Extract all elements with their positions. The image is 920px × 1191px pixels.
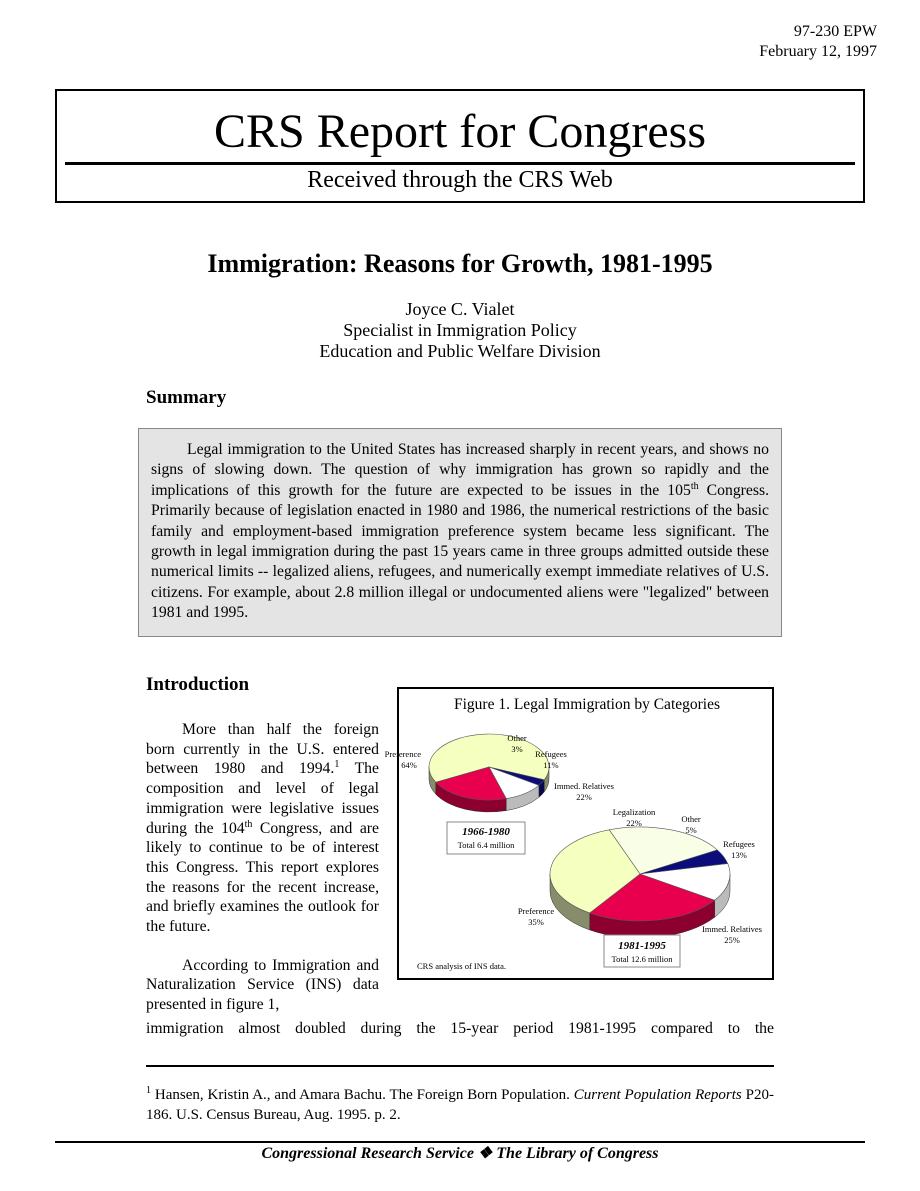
pie2-value-refugees: 13% (731, 850, 747, 860)
figure-1-chart (384, 689, 772, 978)
author-block (0, 299, 920, 362)
pie1-label-other: Other (507, 733, 527, 743)
pie2-label-preference: Preference (517, 906, 555, 916)
summary-sup: th (690, 480, 699, 492)
pie1-total: Total 6.4 million (457, 840, 515, 850)
footnote-number: 1 (146, 1085, 151, 1096)
author-role: Specialist in Immigration Policy (343, 320, 577, 340)
introduction-column (146, 720, 379, 1034)
pie1-value-refugees: 11% (543, 760, 559, 770)
pie2-value-immed-relatives: 25% (724, 935, 740, 945)
document-title: Immigration: Reasons for Growth, 1981-1995 (207, 249, 713, 278)
figure-source: CRS analysis of INS data. (417, 961, 507, 971)
intro-paragraph-2: According to Immigration and Naturalization Service (INS) data presented in figure 1, (146, 956, 379, 1014)
summary-heading: Summary (146, 387, 227, 408)
summary-text-1: Legal immigration to the United States has increased sharply in recent years, and shows no signs of slowing down. The question of why immigration has grown so rapidly and the implications of this growth for the future are expected to be issues in the 105 (151, 441, 769, 499)
report-meta (759, 22, 877, 62)
crs-banner (55, 89, 865, 203)
introduction-heading: Introduction (146, 674, 250, 695)
pie2-label-immed-relatives: Immed. Relatives (702, 924, 762, 934)
pie1-value-preference: 64% (401, 760, 417, 770)
pie1-value-immed-relatives: 22% (576, 792, 592, 802)
footnote-ref[interactable]: 1 (334, 759, 340, 771)
footnote-rule (146, 1065, 774, 1067)
figure-1 (384, 687, 774, 980)
pie2-period: 1981-1995 (618, 940, 666, 952)
pie2-label-legalization: Legalization (612, 807, 656, 817)
pie1-value-other: 3% (511, 744, 523, 754)
pie2-value-preference: 35% (528, 917, 544, 927)
pie2-value-legalization: 22% (626, 818, 642, 828)
pie1-label-refugees: Refugees (535, 749, 567, 759)
figure-caption: Figure 1. Legal Immigration by Categories (453, 696, 721, 713)
summary-box (138, 428, 782, 637)
doc-number: 97-230 EPW (793, 23, 877, 40)
pie2-label-refugees: Refugees (723, 839, 755, 849)
pie1-period: 1966-1980 (462, 826, 510, 838)
pie1-label-preference: Preference (384, 749, 421, 759)
author-name: Joyce C. Vialet (405, 299, 515, 319)
intro-paragraph-2-continued: immigration almost doubled during the 15-year period 1981-1995 compared to the (146, 1020, 774, 1037)
banner-rule (65, 162, 855, 165)
footer-rule (55, 1141, 865, 1143)
footnote-1: $^1$ Hansen, Kristin A., and Amara Bachu. The Foreign Born Population. Current Population Reports P20-186. U.S. Census Bureau, Aug. 1995. p. 2. (146, 1085, 774, 1123)
pie2-value-other: 5% (685, 825, 697, 835)
doc-date: February 12, 1997 (759, 43, 877, 60)
summary-text-2: Congress. Primarily because of legislation enacted in 1980 and 1986, the numerical restrictions of the basic family and employment-based immigration preference system became less significant. The growth in legal immigration during the past 15 years came in three groups admitted outside these numerical limits -- legalized aliens, refugees, and numerically exempt immediate relatives of U.S. citizens. For example, about 2.8 million illegal or undocumented aliens were "legalized" between 1981 and 1995. (151, 481, 769, 622)
pie2-total: Total 12.6 million (611, 954, 673, 964)
pies-layer (385, 733, 762, 945)
banner-title: CRS Report for Congress (214, 105, 706, 158)
pie1-label-immed-relatives: Immed. Relatives (554, 781, 614, 791)
intro-paragraph-1: More than half the foreign born currently in the U.S. entered between 1980 and 1994.$^1$ The composition and level of legal immigration were legislative issues during the 104th Congress, and are likely to continue to be of interest this Congress. This report explores the reasons for the recent increase, and briefly examines the outlook for the future. (146, 721, 379, 936)
author-division: Education and Public Welfare Division (319, 341, 601, 361)
pie2-label-other: Other (681, 814, 701, 824)
banner-subtitle: Received through the CRS Web (307, 167, 613, 193)
footer-text: Congressional Research Service ❖ The Library of Congress (261, 1145, 659, 1162)
